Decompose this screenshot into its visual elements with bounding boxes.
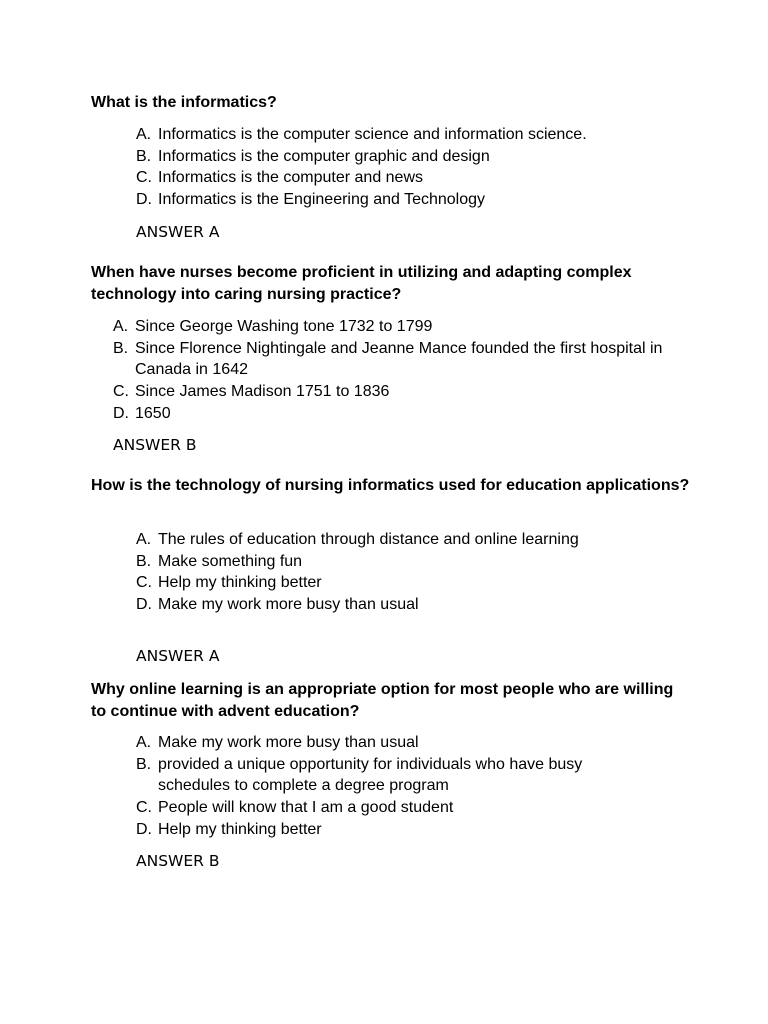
option-text: Make my work more busy than usual [158,596,419,614]
question-2-text: When have nurses become proficient in utilizing and adapting complex technology into caring nursing practice? [91,264,632,303]
option-letter: B. [136,755,152,773]
option-letter: C. [113,383,129,401]
option-text: 1650 [135,404,171,422]
option-1b [136,146,696,168]
option-letter: C. [136,799,152,817]
option-letter: A. [113,318,129,335]
option-text: Since George Washing tone 1732 to 1799 [135,318,433,335]
option-text: Make my work more busy than usual [158,734,419,751]
question-2-options [113,316,693,425]
option-text: Since Florence Nightingale and Jeanne Mance founded the first hospital in Canada in 1642 [135,339,663,379]
question-1-answer: ANSWER A [136,223,220,241]
option-2a [113,316,693,338]
option-text: People will know that I am a good student [158,799,454,817]
option-text: Informatics is the Engineering and Technology [158,191,486,209]
option-2c [113,381,693,403]
option-3b [136,551,696,573]
question-1-options [136,124,696,211]
option-text: Informatics is the computer and news [158,169,424,187]
question-3-answer: ANSWER A [136,647,220,665]
question-3-text: How is the technology of nursing informatics used for education applications? [91,477,690,494]
question-4-text: Why online learning is an appropriate option for most people who are willing to continue with advent education? [91,681,674,720]
option-1d [136,189,696,211]
option-3c [136,572,696,594]
option-4c [136,797,636,819]
option-4d [136,819,636,841]
question-2-answer: ANSWER B [113,436,197,454]
option-2b [113,338,693,381]
option-letter: A. [136,531,152,548]
question-4-options [136,732,636,841]
option-text: The rules of education through distance and online learning [158,531,579,548]
question-1-text: What is the informatics? [91,94,277,111]
option-letter: B. [136,147,152,165]
option-1c [136,167,696,189]
option-letter: D. [136,191,152,209]
option-text: provided a unique opportunity for individuals who have busy schedules to complete a degree program [158,755,583,795]
option-letter: C. [136,169,152,187]
option-text: Help my thinking better [158,820,322,838]
option-letter: A. [136,126,152,143]
question-4-answer: ANSWER B [136,852,220,870]
option-3d [136,594,696,616]
option-1a [136,124,696,146]
option-3a [136,529,696,551]
option-letter: C. [136,574,152,592]
option-text: Help my thinking better [158,574,322,592]
option-text: Informatics is the computer science and information science. [158,126,587,143]
option-letter: D. [136,820,152,838]
option-text: Informatics is the computer graphic and design [158,147,490,165]
option-4b [136,754,636,797]
option-text: Make something fun [158,552,303,570]
option-letter: B. [113,339,129,357]
question-3-options [136,529,696,616]
option-text: Since James Madison 1751 to 1836 [135,383,390,401]
option-letter: D. [113,404,129,422]
option-letter: B. [136,552,152,570]
option-2d [113,403,693,425]
option-letter: D. [136,596,152,614]
option-4a [136,732,636,754]
option-letter: A. [136,734,152,751]
